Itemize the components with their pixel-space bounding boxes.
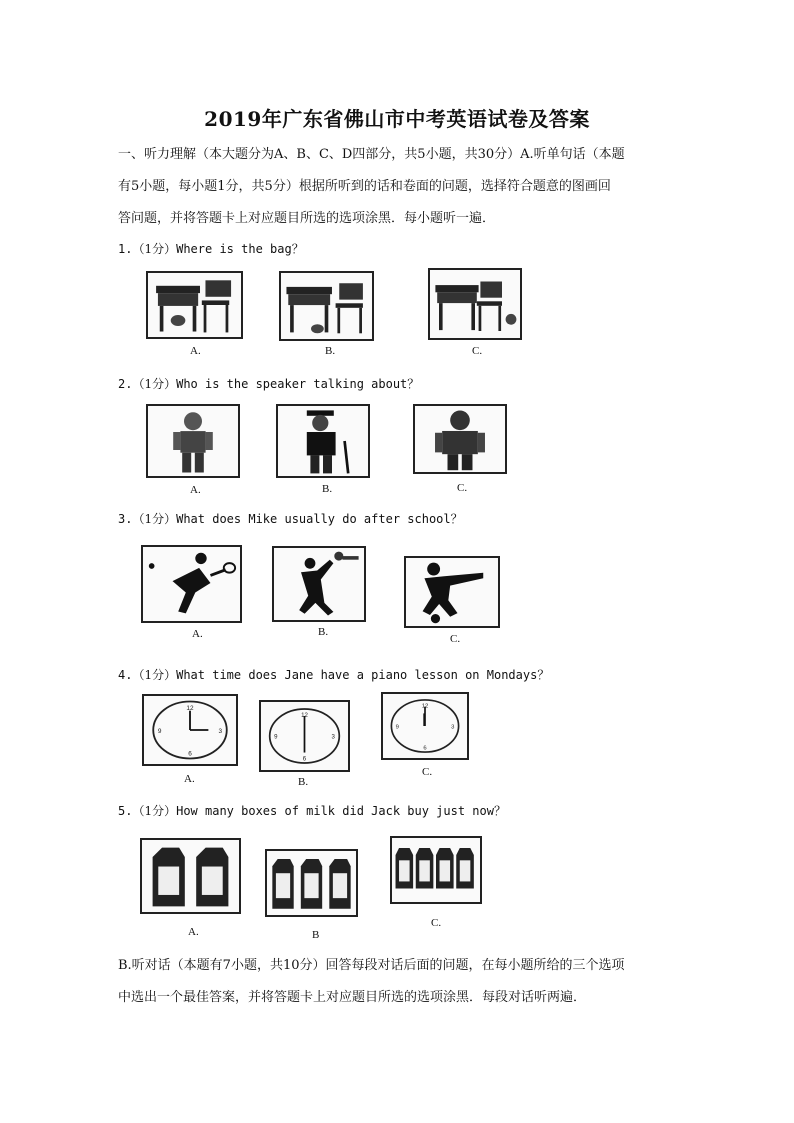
q4-option-c-image — [381, 692, 469, 760]
section-a-instructions — [118, 139, 678, 235]
option-label: B — [312, 929, 320, 941]
q5-option-c-image — [390, 836, 482, 904]
q5-option-b-image — [265, 849, 358, 917]
playing-basketball-icon — [274, 548, 364, 620]
question-score: （1分） — [132, 242, 177, 256]
question-number: 4. — [118, 668, 133, 682]
q5-option-a-image — [140, 838, 241, 914]
svg-text:12: 12 — [421, 703, 429, 710]
option-label: B. — [298, 776, 309, 788]
question-number: 5. — [118, 804, 133, 818]
q1-option-c-image — [428, 268, 522, 340]
question-text: What time does Jane have a piano lesson on Mondays？ — [176, 668, 550, 682]
instruction-line: B.听对话（本题有7小题，共10分）回答每段对话后面的问题，在每小题所给的三个选项 — [118, 958, 625, 973]
option-label: B. — [325, 345, 336, 357]
instruction-line: 答问题，并将答题卡上对应题目所选的选项涂黑．每小题听一遍． — [118, 211, 496, 226]
svg-text:9: 9 — [274, 733, 278, 741]
question-score: （1分） — [132, 804, 177, 818]
section-b-instructions — [118, 950, 688, 1014]
question-text: What does Mike usually do after school？ — [176, 512, 463, 526]
option-label: C. — [472, 345, 483, 357]
q4-option-a-image — [142, 694, 238, 766]
q3-option-b-image — [272, 546, 366, 622]
question-2 — [118, 375, 419, 392]
q2-option-c-image — [413, 404, 507, 474]
old-man-with-cane-icon — [278, 406, 368, 476]
option-label: A. — [192, 628, 203, 640]
q3-option-c-image — [404, 556, 500, 628]
question-number: 1. — [118, 242, 133, 256]
option-label: C. — [457, 482, 468, 494]
q2-option-a-image — [146, 404, 240, 478]
option-label: A. — [184, 773, 195, 785]
desk-chair-bag-under-desk-icon — [148, 273, 241, 337]
question-4 — [118, 666, 549, 683]
option-label: B. — [318, 626, 329, 638]
svg-text:9: 9 — [157, 727, 162, 735]
question-score: （1分） — [132, 377, 177, 391]
question-text: Who is the speaker talking about？ — [176, 377, 420, 391]
svg-text:9: 9 — [395, 724, 399, 731]
question-text: How many boxes of milk did Jack buy just now？ — [176, 804, 506, 818]
question-score: （1分） — [132, 668, 177, 682]
option-label: C. — [450, 633, 461, 645]
q1-option-a-image — [146, 271, 243, 339]
option-label: A. — [190, 345, 201, 357]
svg-text:6: 6 — [188, 750, 192, 758]
svg-text:3: 3 — [451, 724, 455, 731]
instruction-line: 有5小题，每小题1分，共5分）根据所听到的话和卷面的问题，选择符合题意的图画回 — [118, 179, 611, 194]
question-text: Where is the bag？ — [176, 242, 304, 256]
svg-text:6: 6 — [423, 745, 427, 752]
q2-option-b-image — [276, 404, 370, 478]
option-label: C. — [422, 766, 433, 778]
instruction-line: 一、听力理解（本大题分为A、B、C、D四部分，共5小题，共30分）A.听单句话（本题 — [118, 147, 625, 162]
svg-text:3: 3 — [218, 727, 223, 735]
question-5 — [118, 802, 506, 819]
desk-chair-bag-on-floor-icon — [281, 273, 372, 339]
clock-six-oclock-icon — [261, 702, 348, 770]
instruction-line: 中选出一个最佳答案，并将答题卡上对应题目所选的选项涂黑．每段对话听两遍． — [118, 990, 587, 1005]
question-number: 2. — [118, 377, 133, 391]
option-label: B. — [322, 483, 333, 495]
option-label: A. — [190, 484, 201, 496]
question-number: 3. — [118, 512, 133, 526]
svg-text:3: 3 — [331, 733, 335, 741]
playing-tennis-icon — [143, 547, 240, 621]
option-label: C. — [431, 917, 442, 929]
option-label: A. — [188, 926, 199, 938]
clock-twelve-oclock-icon — [383, 694, 467, 758]
question-1 — [118, 240, 304, 257]
question-score: （1分） — [132, 512, 177, 526]
four-milk-boxes-icon — [392, 838, 480, 902]
page-title: 2019年广东省佛山市中考英语试卷及答案 — [204, 107, 590, 131]
question-3 — [118, 510, 463, 527]
three-milk-boxes-icon — [267, 851, 356, 915]
boy-icon — [148, 406, 238, 476]
svg-text:6: 6 — [302, 755, 307, 763]
svg-text:12: 12 — [186, 704, 194, 712]
desk-chair-bag-beside-icon — [430, 270, 520, 338]
q3-option-a-image — [141, 545, 242, 623]
clock-three-oclock-icon — [144, 696, 236, 764]
svg-text:12: 12 — [301, 711, 308, 719]
q1-option-b-image — [279, 271, 374, 341]
q4-option-b-image — [259, 700, 350, 772]
two-milk-boxes-icon — [142, 840, 239, 912]
playing-football-icon — [406, 558, 498, 626]
man-icon — [415, 406, 505, 472]
